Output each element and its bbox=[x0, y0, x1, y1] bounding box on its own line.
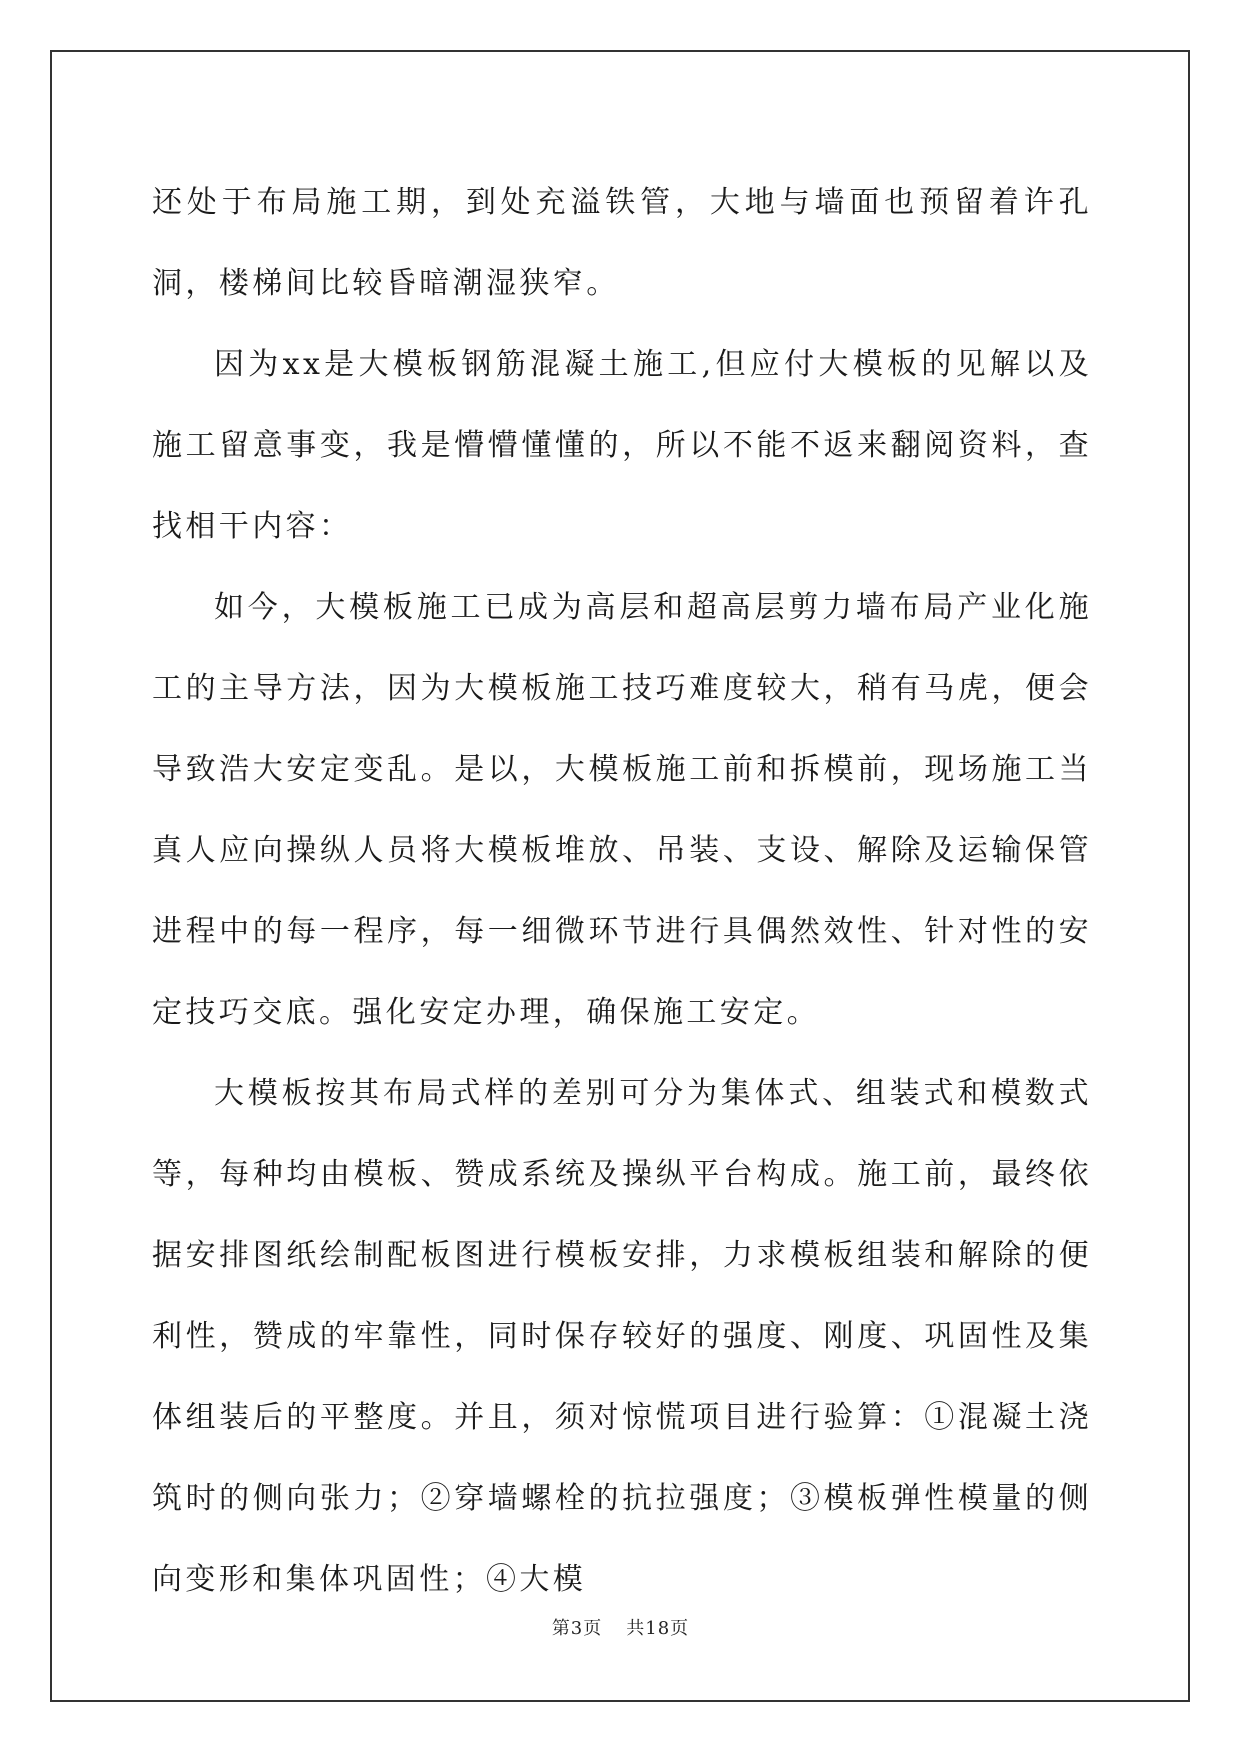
document-body bbox=[152, 162, 1092, 1620]
paragraph-3: 如今，大模板施工已成为高层和超高层剪力墙布局产业化施工的主导方法，因为大模板施工技巧难度较大，稍有马虎，便会导致浩大安定变乱。是以，大模板施工前和拆模前，现场施工当真人应向操纵人员将大模板堆放、吊装、支设、解除及运输保管进程中的每一程序，每一细微环节进行具偶然效性、针对性的安定技巧交底。强化安定办理，确保施工安定。 bbox=[152, 590, 1092, 1030]
page-footer bbox=[0, 1614, 1241, 1640]
paragraph-4: 大模板按其布局式样的差别可分为集体式、组装式和模数式等，每种均由模板、赞成系统及操纵平台构成。施工前，最终依据安排图纸绘制配板图进行模板安排，力求模板组装和解除的便利性，赞成的牢靠性，同时保存较好的强度、刚度、巩固性及集体组装后的平整度。并且，须对惊慌项目进行验算：①混凝土浇筑时的侧向张力；②穿墙螺栓的抗拉强度；③模板弹性模量的侧向变形和集体巩固性；④大模 bbox=[152, 1076, 1092, 1597]
paragraph-1: 还处于布局施工期，到处充溢铁管，大地与墙面也预留着许孔洞，楼梯间比较昏暗潮湿狭窄。 bbox=[152, 185, 1092, 301]
page-total: 共18页 bbox=[626, 1618, 690, 1639]
paragraph-2: 因为xx是大模板钢筋混凝土施工,但应付大模板的见解以及施工留意事变，我是懵懵懂懂的，所以不能不返来翻阅资料，查找相干内容： bbox=[152, 347, 1092, 544]
page-number: 第3页 bbox=[551, 1618, 603, 1639]
